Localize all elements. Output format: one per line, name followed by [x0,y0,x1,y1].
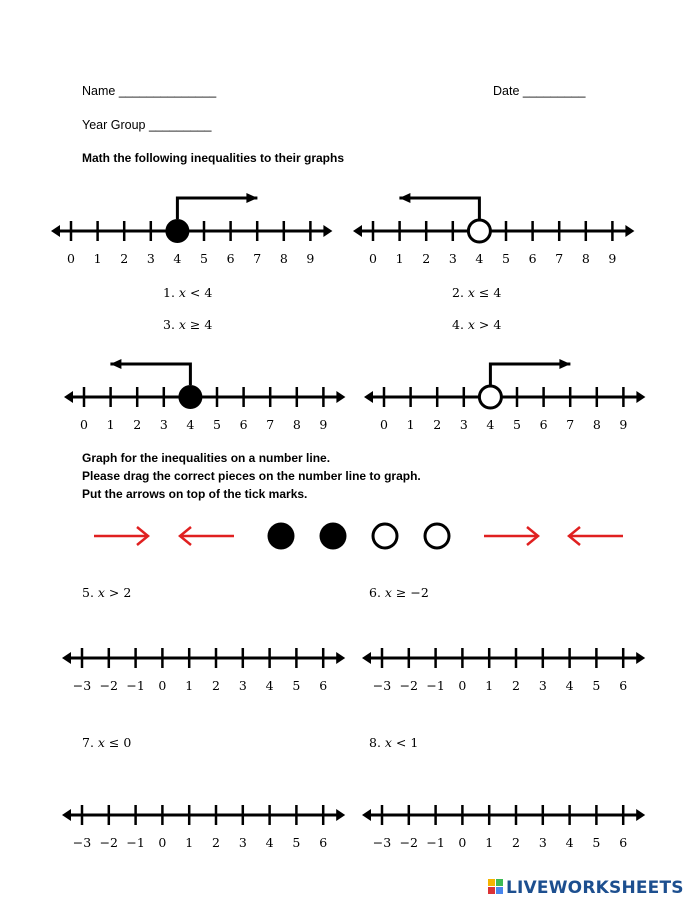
axis-right-arrowhead-icon [336,652,345,664]
tick-label: −2 [399,678,419,693]
tick-label: 8 [292,417,301,432]
tick-label: 0 [158,835,167,850]
tick-label: 5 [502,251,510,266]
tick-label: 1 [93,251,102,266]
tick-label: 9 [608,251,617,266]
problem-label-8: 8. 𝑥 < 1 [369,735,419,750]
axis-right-arrowhead-icon [336,809,345,821]
tick-label: 9 [619,417,628,432]
tick-label: 4 [173,251,182,266]
tick-label: 1 [395,251,404,266]
problem-label-5: 5. 𝑥 > 2 [82,585,132,600]
tick-label: −3 [72,678,92,693]
inequality-label-3: 3. 𝑥 ≥ 4 [163,317,213,332]
axis-right-arrowhead-icon [625,225,634,237]
problem7-number-line [62,805,345,850]
tick-label: −3 [372,835,392,850]
open-endpoint-dot [468,220,490,242]
axis-right-arrowhead-icon [323,225,332,237]
axis-right-arrowhead-icon [636,391,645,403]
tick-label: 6 [528,251,537,266]
tick-label: 5 [592,835,601,850]
tick-label: 1 [485,678,494,693]
tick-label: 0 [80,417,88,432]
axis-left-arrowhead-icon [353,225,362,237]
tick-label: 4 [565,835,574,850]
solution-ray [399,198,479,219]
solution-ray [177,198,257,219]
problem6-number-line [362,648,645,693]
tick-label: −2 [399,835,419,850]
ray-left-arrowhead-icon [110,359,121,369]
tick-label: 7 [566,417,575,432]
tick-label: 1 [106,417,115,432]
solution-ray [110,364,190,385]
section1-number-line-1 [51,193,332,266]
tick-label: −3 [72,835,92,850]
tick-label: 3 [238,678,247,693]
tick-label: 2 [133,417,142,432]
tick-label: 4 [486,417,495,432]
inequality-label-4: 4. 𝑥 > 4 [452,317,502,332]
tick-label: 4 [265,835,274,850]
closed-endpoint-dot [178,385,202,409]
tick-label: 5 [592,678,601,693]
axis-left-arrowhead-icon [364,391,373,403]
tick-label: −1 [126,835,145,850]
tick-label: 7 [555,251,564,266]
inequality-label-1: 1. 𝑥 < 4 [163,285,213,300]
tick-label: 0 [67,251,75,266]
axis-left-arrowhead-icon [64,391,73,403]
tick-label: 2 [433,417,442,432]
ray-right-arrowhead-icon [559,359,570,369]
problem8-number-line [362,805,645,850]
problem5-number-line [62,648,345,693]
tick-label: 2 [512,678,520,693]
tick-label: 5 [292,678,301,693]
tick-label: −2 [99,678,119,693]
tick-label: 1 [185,835,194,850]
tick-label: 2 [422,251,431,266]
tick-label: 3 [238,835,247,850]
tick-label: 0 [158,678,167,693]
year-group-field-label: Year Group _________ [82,118,212,132]
tick-label: 3 [538,835,547,850]
axis-right-arrowhead-icon [636,809,645,821]
tick-label: 0 [380,417,388,432]
tick-label: 8 [581,251,590,266]
tick-label: 4 [186,417,195,432]
ray-left-arrowhead-icon [399,193,410,203]
tick-label: 9 [319,417,328,432]
problem-label-6: 6. 𝑥 ≥ −2 [369,585,429,600]
tick-label: −2 [99,835,119,850]
tick-label: −1 [426,678,445,693]
tick-label: 1 [185,678,194,693]
closed-endpoint-dot [165,219,189,243]
axis-left-arrowhead-icon [62,652,71,664]
tick-label: 2 [120,251,129,266]
open-endpoint-dot [479,386,501,408]
tick-label: 6 [539,417,548,432]
tick-label: 5 [513,417,521,432]
tick-label: 0 [369,251,377,266]
tick-label: 6 [619,678,628,693]
tick-label: 5 [292,835,301,850]
axis-right-arrowhead-icon [636,652,645,664]
tick-label: 6 [319,835,328,850]
tick-label: 9 [306,251,315,266]
liveworksheets-brand-text: LIVEWORKSHEETS [506,878,684,898]
tick-label: 5 [213,417,221,432]
problem-label-7: 7. 𝑥 ≤ 0 [82,735,132,750]
tick-label: 1 [485,835,494,850]
tick-label: 6 [239,417,248,432]
axis-left-arrowhead-icon [362,809,371,821]
ray-right-arrowhead-icon [246,193,257,203]
section1-number-line-4 [364,359,645,432]
tick-label: 7 [266,417,275,432]
tick-label: 4 [565,678,574,693]
tick-label: 5 [200,251,208,266]
tick-label: 4 [475,251,484,266]
axis-right-arrowhead-icon [336,391,345,403]
section1-heading: Math the following inequalities to their graphs [82,151,345,165]
tick-label: 7 [253,251,262,266]
tick-label: 3 [459,417,468,432]
tick-label: −3 [372,678,392,693]
tick-label: 0 [458,835,467,850]
tick-label: 4 [265,678,274,693]
tick-label: −1 [126,678,145,693]
date-field-label: Date _________ [493,84,586,98]
section1-number-line-2 [353,193,634,266]
tick-label: 1 [406,417,415,432]
axis-left-arrowhead-icon [362,652,371,664]
tick-label: −1 [426,835,445,850]
name-field-label: Name ______________ [82,84,217,98]
tick-label: 3 [146,251,155,266]
tick-label: 3 [159,417,168,432]
tick-label: 0 [458,678,467,693]
instruction-line-2: Please drag the correct pieces on the number line to graph. [82,469,421,483]
instruction-line-1: Graph for the inequalities on a number line. [82,451,331,465]
tick-label: 2 [212,678,220,693]
tick-label: 6 [226,251,235,266]
tick-label: 8 [279,251,288,266]
solution-ray [490,364,570,385]
axis-left-arrowhead-icon [62,809,71,821]
section1-number-line-3 [64,359,345,432]
tick-label: 2 [512,835,520,850]
tick-label: 3 [448,251,457,266]
tick-label: 2 [212,835,220,850]
tick-label: 8 [592,417,601,432]
tick-label: 6 [619,835,628,850]
tick-label: 3 [538,678,547,693]
tick-label: 6 [319,678,328,693]
inequality-label-2: 2. 𝑥 ≤ 4 [452,285,502,300]
axis-left-arrowhead-icon [51,225,60,237]
instruction-line-3: Put the arrows on top of the tick marks. [82,487,308,501]
